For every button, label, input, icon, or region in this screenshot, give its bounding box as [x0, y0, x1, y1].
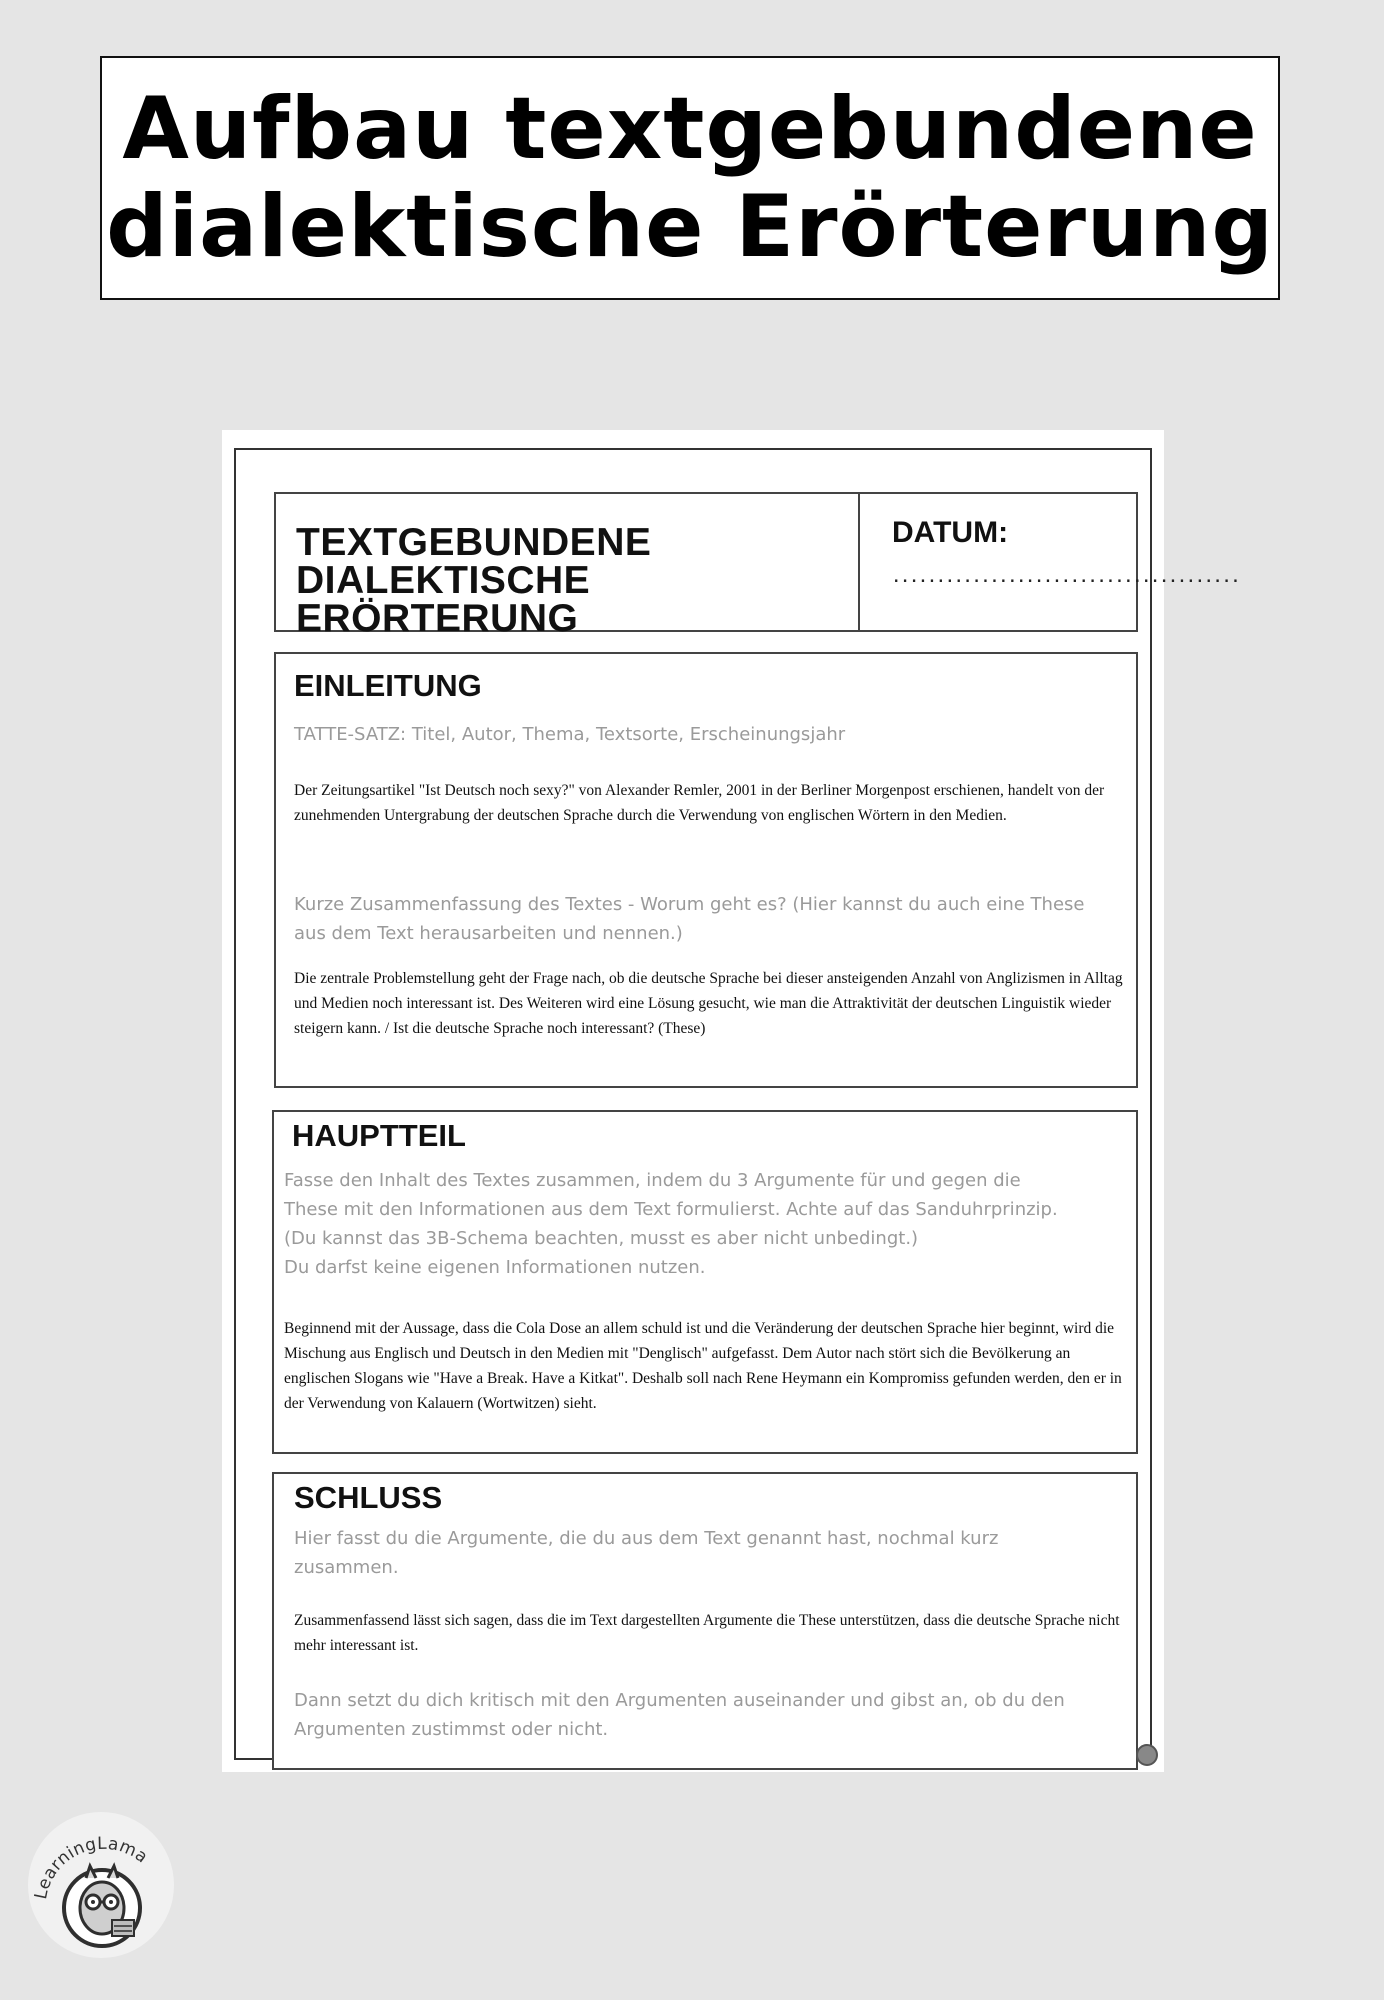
worksheet-title-line-1: TEXTGEBUNDENE	[296, 521, 652, 564]
worksheet-title	[296, 521, 858, 640]
schluss-heading: SCHLUSS	[294, 1480, 443, 1515]
einleitung-section	[274, 652, 1138, 1088]
worksheet-preview	[222, 430, 1241, 1772]
worksheet-title-cell	[276, 494, 860, 640]
einleitung-example-2: Die zentrale Problemstellung geht der Frage nach, ob die deutsche Sprache bei dieser ansteigenden Anzahl von Anglizismen in Alltag und Medien noch interessant ist. Des Weiteren wird eine Lösung gesucht, wie man die Attraktivität der deutschen Linguistik wieder steigern kann. / Ist die deutsche Sprache noch interessant? (These)	[294, 970, 1123, 1037]
schluss-instruction-1: Hier fasst du die Argumente, die du aus dem Text genannt hast, nochmal kurz zusammen.	[294, 1528, 999, 1578]
page-title-line-2: dialektische Erörterung	[106, 177, 1274, 277]
llama-with-glasses-icon	[28, 1812, 174, 1958]
page-title-banner	[100, 56, 1280, 300]
worksheet-title-line-2: DIALEKTISCHE ERÖRTERUNG	[296, 559, 591, 640]
hauptteil-section	[272, 1110, 1138, 1454]
hauptteil-instruction-line-4: Du darfst keine eigenen Informationen nutzen.	[284, 1257, 706, 1278]
datum-fill-line: .......................................	[892, 570, 1241, 586]
einleitung-instruction-1: TATTE-SATZ: Titel, Autor, Thema, Textsorte, Erscheinungsjahr	[294, 724, 846, 745]
learninglama-logo	[28, 1812, 174, 1958]
hauptteil-example: Beginnend mit der Aussage, dass die Cola Dose an allem schuld ist und die Veränderung der deutschen Sprache hier beginnt, wird die Mischung aus Englisch und Deutsch in den Medien mit "Denglisch" aufgefasst. Dem Autor nach stört sich die Bevölkerung an englischen Slogans wie "Have a Break. Have a Kitkat". Deshalb soll nach Rene Heymann ein Kompromiss gefunden werden, den er in der Verwendung von Kalauern (Wortwitzen) sieht.	[284, 1320, 1122, 1412]
schluss-instruction-2: Dann setzt du dich kritisch mit den Argumenten auseinander und gibst an, ob du den Argumenten zustimmst oder nicht.	[294, 1690, 1065, 1740]
hauptteil-instruction-line-2: These mit den Informationen aus dem Text formulierst. Achte auf das Sanduhrprinzip.	[284, 1199, 1058, 1220]
einleitung-instruction-2: Kurze Zusammenfassung des Textes - Worum geht es? (Hier kannst du auch eine These aus dem Text herausarbeiten und nennen.)	[294, 894, 1085, 944]
einleitung-heading: EINLEITUNG	[294, 668, 482, 703]
worksheet-header	[274, 492, 1241, 640]
schluss-section	[272, 1472, 1138, 1770]
logo-text: LearningLama	[31, 1833, 152, 1902]
corner-badge-icon	[1136, 1744, 1158, 1766]
datum-cell	[860, 494, 1241, 630]
schluss-example: Zusammenfassend lässt sich sagen, dass die im Text dargestellten Argumente die These unterstützen, dass die deutsche Sprache nicht mehr interessant ist.	[294, 1612, 1120, 1654]
hauptteil-instruction-line-3: (Du kannst das 3B-Schema beachten, musst es aber nicht unbedingt.)	[284, 1228, 919, 1249]
hauptteil-heading: HAUPTTEIL	[292, 1118, 466, 1153]
einleitung-example-1: Der Zeitungsartikel "Ist Deutsch noch sexy?" von Alexander Remler, 2001 in der Berliner Morgenpost erschienen, handelt von der zunehmenden Untergrabung der deutschen Sprache durch die Verwendung von englischen Wörtern in den Medien.	[294, 782, 1105, 824]
datum-label: DATUM:	[892, 516, 1009, 549]
page-title-line-1: Aufbau textgebundene	[122, 79, 1258, 179]
worksheet-frame	[234, 448, 1241, 1760]
hauptteil-instruction	[284, 1166, 1124, 1282]
hauptteil-instruction-line-1: Fasse den Inhalt des Textes zusammen, indem du 3 Argumente für und gegen die	[284, 1170, 1021, 1191]
